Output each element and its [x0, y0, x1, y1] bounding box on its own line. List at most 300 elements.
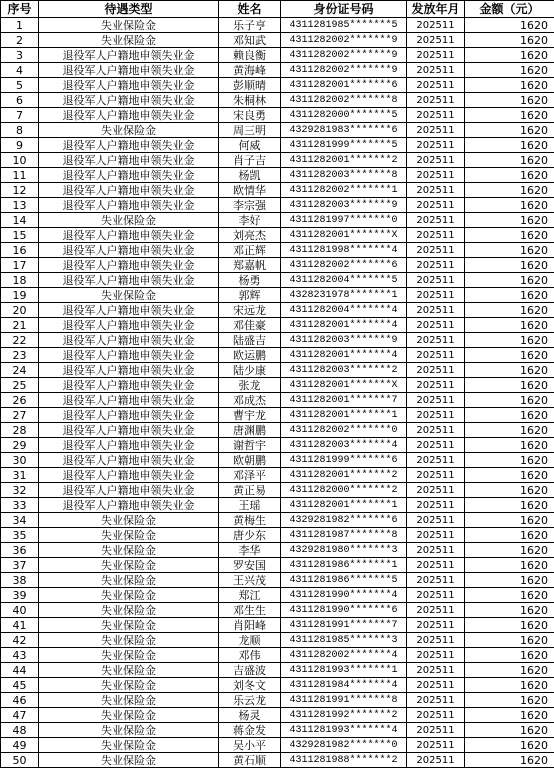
cell-seq: 33 — [1, 498, 39, 513]
cell-seq: 9 — [1, 138, 39, 153]
cell-id: 4311282002*******6 — [281, 258, 407, 273]
cell-month: 202511 — [407, 168, 465, 183]
cell-id: 4311282000*******2 — [281, 483, 407, 498]
cell-type: 失业保险金 — [39, 213, 219, 228]
cell-seq: 30 — [1, 453, 39, 468]
cell-seq: 15 — [1, 228, 39, 243]
cell-type: 失业保险金 — [39, 663, 219, 678]
column-header-name: 姓名 — [219, 1, 281, 18]
cell-amount: 1620 — [465, 318, 554, 333]
cell-month: 202511 — [407, 33, 465, 48]
table-row — [1, 153, 554, 168]
table-row — [1, 648, 554, 663]
table-row — [1, 183, 554, 198]
cell-amount: 1620 — [465, 108, 554, 123]
header-row — [1, 1, 554, 18]
table-row — [1, 618, 554, 633]
cell-type: 失业保险金 — [39, 678, 219, 693]
table-row — [1, 378, 554, 393]
cell-month: 202511 — [407, 618, 465, 633]
cell-amount: 1620 — [465, 153, 554, 168]
cell-type: 失业保险金 — [39, 573, 219, 588]
cell-type: 退役军人户籍地申领失业金 — [39, 108, 219, 123]
cell-seq: 13 — [1, 198, 39, 213]
table-row — [1, 198, 554, 213]
cell-name: 刘亮杰 — [219, 228, 281, 243]
cell-seq: 49 — [1, 738, 39, 753]
cell-type: 退役军人户籍地申领失业金 — [39, 138, 219, 153]
cell-seq: 39 — [1, 588, 39, 603]
cell-seq: 3 — [1, 48, 39, 63]
cell-amount: 1620 — [465, 363, 554, 378]
cell-name: 李宗强 — [219, 198, 281, 213]
table-row — [1, 708, 554, 723]
cell-amount: 1620 — [465, 693, 554, 708]
cell-amount: 1620 — [465, 408, 554, 423]
cell-name: 曹宇龙 — [219, 408, 281, 423]
cell-month: 202511 — [407, 153, 465, 168]
cell-month: 202511 — [407, 228, 465, 243]
cell-name: 周三明 — [219, 123, 281, 138]
cell-name: 赖良衡 — [219, 48, 281, 63]
cell-type: 失业保险金 — [39, 708, 219, 723]
cell-id: 4311282002*******1 — [281, 183, 407, 198]
cell-name: 王兴茂 — [219, 573, 281, 588]
cell-amount: 1620 — [465, 348, 554, 363]
cell-month: 202511 — [407, 123, 465, 138]
table-row — [1, 123, 554, 138]
cell-seq: 17 — [1, 258, 39, 273]
cell-month: 202511 — [407, 138, 465, 153]
cell-id: 4311281986*******1 — [281, 558, 407, 573]
cell-seq: 29 — [1, 438, 39, 453]
cell-id: 4311282001*******1 — [281, 498, 407, 513]
cell-month: 202511 — [407, 423, 465, 438]
cell-id: 4311281993*******1 — [281, 663, 407, 678]
cell-amount: 1620 — [465, 588, 554, 603]
cell-month: 202511 — [407, 393, 465, 408]
table-row — [1, 423, 554, 438]
table-row — [1, 438, 554, 453]
cell-name: 邓成杰 — [219, 393, 281, 408]
cell-month: 202511 — [407, 453, 465, 468]
cell-month: 202511 — [407, 663, 465, 678]
cell-type: 失业保险金 — [39, 648, 219, 663]
cell-type: 失业保险金 — [39, 123, 219, 138]
cell-id: 4311282002*******9 — [281, 33, 407, 48]
cell-type: 退役军人户籍地申领失业金 — [39, 423, 219, 438]
cell-type: 退役军人户籍地申领失业金 — [39, 333, 219, 348]
table-row — [1, 213, 554, 228]
cell-id: 4311282001*******4 — [281, 318, 407, 333]
cell-name: 宋远龙 — [219, 303, 281, 318]
cell-month: 202511 — [407, 258, 465, 273]
cell-id: 4328231978*******1 — [281, 288, 407, 303]
cell-name: 龙顺 — [219, 633, 281, 648]
cell-name: 邓伟 — [219, 648, 281, 663]
cell-name: 李华 — [219, 543, 281, 558]
cell-amount: 1620 — [465, 738, 554, 753]
cell-name: 乐子亨 — [219, 18, 281, 33]
cell-name: 黄正易 — [219, 483, 281, 498]
cell-type: 失业保险金 — [39, 513, 219, 528]
cell-amount: 1620 — [465, 453, 554, 468]
table-row — [1, 693, 554, 708]
cell-amount: 1620 — [465, 498, 554, 513]
cell-name: 郑江 — [219, 588, 281, 603]
cell-amount: 1620 — [465, 18, 554, 33]
cell-id: 4311282002*******8 — [281, 93, 407, 108]
cell-id: 4311281985*******3 — [281, 633, 407, 648]
cell-seq: 41 — [1, 618, 39, 633]
cell-amount: 1620 — [465, 48, 554, 63]
table-row — [1, 723, 554, 738]
cell-month: 202511 — [407, 438, 465, 453]
cell-type: 退役军人户籍地申领失业金 — [39, 258, 219, 273]
cell-id: 4311281993*******4 — [281, 723, 407, 738]
cell-month: 202511 — [407, 528, 465, 543]
cell-month: 202511 — [407, 678, 465, 693]
cell-id: 4311282003*******9 — [281, 333, 407, 348]
cell-month: 202511 — [407, 738, 465, 753]
cell-id: 4311282003*******4 — [281, 438, 407, 453]
cell-month: 202511 — [407, 213, 465, 228]
cell-id: 4311281990*******6 — [281, 603, 407, 618]
cell-amount: 1620 — [465, 63, 554, 78]
table-row — [1, 363, 554, 378]
cell-name: 邓知武 — [219, 33, 281, 48]
table-row — [1, 603, 554, 618]
table-row — [1, 63, 554, 78]
cell-id: 4311281998*******4 — [281, 243, 407, 258]
cell-type: 失业保险金 — [39, 18, 219, 33]
table-row — [1, 558, 554, 573]
cell-id: 4311282001*******2 — [281, 468, 407, 483]
cell-seq: 25 — [1, 378, 39, 393]
cell-amount: 1620 — [465, 423, 554, 438]
cell-name: 蒋金发 — [219, 723, 281, 738]
cell-seq: 11 — [1, 168, 39, 183]
cell-seq: 47 — [1, 708, 39, 723]
cell-id: 4329281982*******0 — [281, 738, 407, 753]
table-row — [1, 333, 554, 348]
cell-seq: 26 — [1, 393, 39, 408]
cell-month: 202511 — [407, 78, 465, 93]
cell-type: 退役军人户籍地申领失业金 — [39, 408, 219, 423]
table-row — [1, 48, 554, 63]
cell-seq: 31 — [1, 468, 39, 483]
cell-month: 202511 — [407, 753, 465, 768]
table-row — [1, 588, 554, 603]
cell-amount: 1620 — [465, 378, 554, 393]
cell-id: 4311282004*******5 — [281, 273, 407, 288]
table-row — [1, 453, 554, 468]
cell-seq: 32 — [1, 483, 39, 498]
cell-id: 4311282001*******1 — [281, 408, 407, 423]
cell-amount: 1620 — [465, 93, 554, 108]
cell-id: 4311282001*******X — [281, 228, 407, 243]
cell-id: 4311282001*******7 — [281, 393, 407, 408]
cell-amount: 1620 — [465, 303, 554, 318]
cell-amount: 1620 — [465, 663, 554, 678]
cell-id: 4311281986*******5 — [281, 573, 407, 588]
cell-type: 退役军人户籍地申领失业金 — [39, 378, 219, 393]
cell-amount: 1620 — [465, 678, 554, 693]
cell-amount: 1620 — [465, 288, 554, 303]
table-row — [1, 18, 554, 33]
cell-type: 退役军人户籍地申领失业金 — [39, 63, 219, 78]
cell-type: 失业保险金 — [39, 588, 219, 603]
table-row — [1, 528, 554, 543]
cell-seq: 35 — [1, 528, 39, 543]
cell-seq: 19 — [1, 288, 39, 303]
cell-month: 202511 — [407, 603, 465, 618]
cell-type: 退役军人户籍地申领失业金 — [39, 273, 219, 288]
table-row — [1, 93, 554, 108]
table-row — [1, 468, 554, 483]
cell-id: 4329281983*******6 — [281, 123, 407, 138]
cell-type: 退役军人户籍地申领失业金 — [39, 318, 219, 333]
cell-month: 202511 — [407, 408, 465, 423]
cell-type: 失业保险金 — [39, 528, 219, 543]
cell-amount: 1620 — [465, 168, 554, 183]
column-header-type: 待遇类型 — [39, 1, 219, 18]
cell-amount: 1620 — [465, 438, 554, 453]
cell-id: 4311282003*******2 — [281, 363, 407, 378]
cell-id: 4311282001*******4 — [281, 348, 407, 363]
table-row — [1, 243, 554, 258]
cell-month: 202511 — [407, 498, 465, 513]
cell-seq: 38 — [1, 573, 39, 588]
cell-type: 失业保险金 — [39, 693, 219, 708]
table-row — [1, 663, 554, 678]
cell-amount: 1620 — [465, 558, 554, 573]
cell-name: 邓泽平 — [219, 468, 281, 483]
cell-name: 郑嘉帆 — [219, 258, 281, 273]
cell-name: 何威 — [219, 138, 281, 153]
cell-amount: 1620 — [465, 708, 554, 723]
cell-month: 202511 — [407, 588, 465, 603]
cell-month: 202511 — [407, 318, 465, 333]
cell-id: 4311281999*******5 — [281, 138, 407, 153]
cell-seq: 20 — [1, 303, 39, 318]
cell-amount: 1620 — [465, 618, 554, 633]
cell-amount: 1620 — [465, 273, 554, 288]
cell-month: 202511 — [407, 48, 465, 63]
cell-amount: 1620 — [465, 573, 554, 588]
cell-type: 失业保险金 — [39, 633, 219, 648]
cell-month: 202511 — [407, 513, 465, 528]
cell-type: 退役军人户籍地申领失业金 — [39, 168, 219, 183]
cell-name: 吉盛波 — [219, 663, 281, 678]
cell-seq: 23 — [1, 348, 39, 363]
cell-month: 202511 — [407, 288, 465, 303]
cell-id: 4311281987*******8 — [281, 528, 407, 543]
cell-type: 退役军人户籍地申领失业金 — [39, 93, 219, 108]
cell-month: 202511 — [407, 108, 465, 123]
table-row — [1, 318, 554, 333]
cell-seq: 14 — [1, 213, 39, 228]
cell-type: 失业保险金 — [39, 753, 219, 768]
table-row — [1, 573, 554, 588]
column-header-amount: 金额（元） — [465, 1, 554, 18]
cell-seq: 28 — [1, 423, 39, 438]
cell-type: 失业保险金 — [39, 603, 219, 618]
cell-id: 4311282002*******9 — [281, 63, 407, 78]
cell-month: 202511 — [407, 378, 465, 393]
column-header-month: 发放年月 — [407, 1, 465, 18]
cell-id: 4311281997*******0 — [281, 213, 407, 228]
cell-seq: 4 — [1, 63, 39, 78]
cell-amount: 1620 — [465, 258, 554, 273]
cell-name: 彭顺晴 — [219, 78, 281, 93]
cell-id: 4311282002*******0 — [281, 423, 407, 438]
cell-month: 202511 — [407, 363, 465, 378]
cell-amount: 1620 — [465, 753, 554, 768]
cell-seq: 48 — [1, 723, 39, 738]
cell-name: 谢哲宇 — [219, 438, 281, 453]
cell-type: 退役军人户籍地申领失业金 — [39, 303, 219, 318]
cell-id: 4311282000*******5 — [281, 108, 407, 123]
cell-id: 4311282004*******4 — [281, 303, 407, 318]
table-row — [1, 393, 554, 408]
cell-name: 杨灵 — [219, 708, 281, 723]
cell-month: 202511 — [407, 303, 465, 318]
cell-name: 陆少康 — [219, 363, 281, 378]
cell-month: 202511 — [407, 348, 465, 363]
cell-name: 刘冬文 — [219, 678, 281, 693]
cell-type: 退役军人户籍地申领失业金 — [39, 498, 219, 513]
cell-type: 退役军人户籍地申领失业金 — [39, 483, 219, 498]
table-row — [1, 228, 554, 243]
cell-name: 乐云龙 — [219, 693, 281, 708]
cell-month: 202511 — [407, 63, 465, 78]
cell-id: 4311282001*******X — [281, 378, 407, 393]
cell-type: 失业保险金 — [39, 618, 219, 633]
table-row — [1, 108, 554, 123]
cell-month: 202511 — [407, 273, 465, 288]
cell-name: 朱桐林 — [219, 93, 281, 108]
cell-name: 邓正辉 — [219, 243, 281, 258]
cell-name: 黄石顺 — [219, 753, 281, 768]
cell-type: 退役军人户籍地申领失业金 — [39, 78, 219, 93]
cell-type: 退役军人户籍地申领失业金 — [39, 468, 219, 483]
cell-amount: 1620 — [465, 183, 554, 198]
cell-name: 张龙 — [219, 378, 281, 393]
cell-name: 杨勇 — [219, 273, 281, 288]
cell-month: 202511 — [407, 333, 465, 348]
cell-amount: 1620 — [465, 78, 554, 93]
cell-amount: 1620 — [465, 228, 554, 243]
cell-amount: 1620 — [465, 138, 554, 153]
cell-name: 黄梅生 — [219, 513, 281, 528]
cell-seq: 7 — [1, 108, 39, 123]
cell-month: 202511 — [407, 93, 465, 108]
cell-id: 4329281980*******3 — [281, 543, 407, 558]
cell-type: 退役军人户籍地申领失业金 — [39, 348, 219, 363]
cell-name: 唐渊鹏 — [219, 423, 281, 438]
cell-seq: 5 — [1, 78, 39, 93]
table-row — [1, 348, 554, 363]
cell-seq: 43 — [1, 648, 39, 663]
table-body — [1, 18, 554, 768]
cell-type: 退役军人户籍地申领失业金 — [39, 393, 219, 408]
cell-name: 黄海峰 — [219, 63, 281, 78]
cell-id: 4311281991*******8 — [281, 693, 407, 708]
cell-type: 退役军人户籍地申领失业金 — [39, 453, 219, 468]
cell-id: 4311282001*******6 — [281, 78, 407, 93]
table-row — [1, 738, 554, 753]
cell-month: 202511 — [407, 573, 465, 588]
cell-type: 失业保险金 — [39, 543, 219, 558]
cell-name: 肖阳峰 — [219, 618, 281, 633]
cell-seq: 6 — [1, 93, 39, 108]
cell-id: 4311282002*******9 — [281, 48, 407, 63]
cell-amount: 1620 — [465, 33, 554, 48]
cell-seq: 1 — [1, 18, 39, 33]
cell-month: 202511 — [407, 648, 465, 663]
cell-id: 4311281985*******5 — [281, 18, 407, 33]
cell-type: 退役军人户籍地申领失业金 — [39, 438, 219, 453]
cell-id: 4311282003*******8 — [281, 168, 407, 183]
cell-amount: 1620 — [465, 528, 554, 543]
cell-month: 202511 — [407, 708, 465, 723]
cell-seq: 21 — [1, 318, 39, 333]
cell-type: 失业保险金 — [39, 288, 219, 303]
cell-name: 邓生生 — [219, 603, 281, 618]
cell-month: 202511 — [407, 693, 465, 708]
cell-name: 吴小平 — [219, 738, 281, 753]
table-row — [1, 633, 554, 648]
cell-seq: 2 — [1, 33, 39, 48]
cell-name: 欧朝鹏 — [219, 453, 281, 468]
cell-type: 退役军人户籍地申领失业金 — [39, 243, 219, 258]
cell-amount: 1620 — [465, 648, 554, 663]
cell-amount: 1620 — [465, 468, 554, 483]
cell-seq: 40 — [1, 603, 39, 618]
cell-seq: 46 — [1, 693, 39, 708]
cell-name: 邓佳豪 — [219, 318, 281, 333]
cell-amount: 1620 — [465, 393, 554, 408]
cell-name: 欧运鹏 — [219, 348, 281, 363]
cell-amount: 1620 — [465, 723, 554, 738]
cell-seq: 44 — [1, 663, 39, 678]
cell-month: 202511 — [407, 18, 465, 33]
cell-month: 202511 — [407, 468, 465, 483]
cell-type: 退役军人户籍地申领失业金 — [39, 228, 219, 243]
table-row — [1, 168, 554, 183]
cell-name: 欧情华 — [219, 183, 281, 198]
table-row — [1, 78, 554, 93]
cell-id: 4311281984*******4 — [281, 678, 407, 693]
cell-id: 4329281982*******6 — [281, 513, 407, 528]
cell-type: 失业保险金 — [39, 558, 219, 573]
cell-month: 202511 — [407, 633, 465, 648]
cell-seq: 42 — [1, 633, 39, 648]
table-row — [1, 273, 554, 288]
cell-month: 202511 — [407, 558, 465, 573]
cell-name: 肖子吉 — [219, 153, 281, 168]
cell-amount: 1620 — [465, 243, 554, 258]
cell-type: 退役军人户籍地申领失业金 — [39, 198, 219, 213]
cell-name: 杨凯 — [219, 168, 281, 183]
cell-seq: 8 — [1, 123, 39, 138]
cell-seq: 12 — [1, 183, 39, 198]
cell-type: 退役军人户籍地申领失业金 — [39, 183, 219, 198]
cell-amount: 1620 — [465, 123, 554, 138]
cell-id: 4311281992*******2 — [281, 708, 407, 723]
cell-id: 4311281991*******7 — [281, 618, 407, 633]
